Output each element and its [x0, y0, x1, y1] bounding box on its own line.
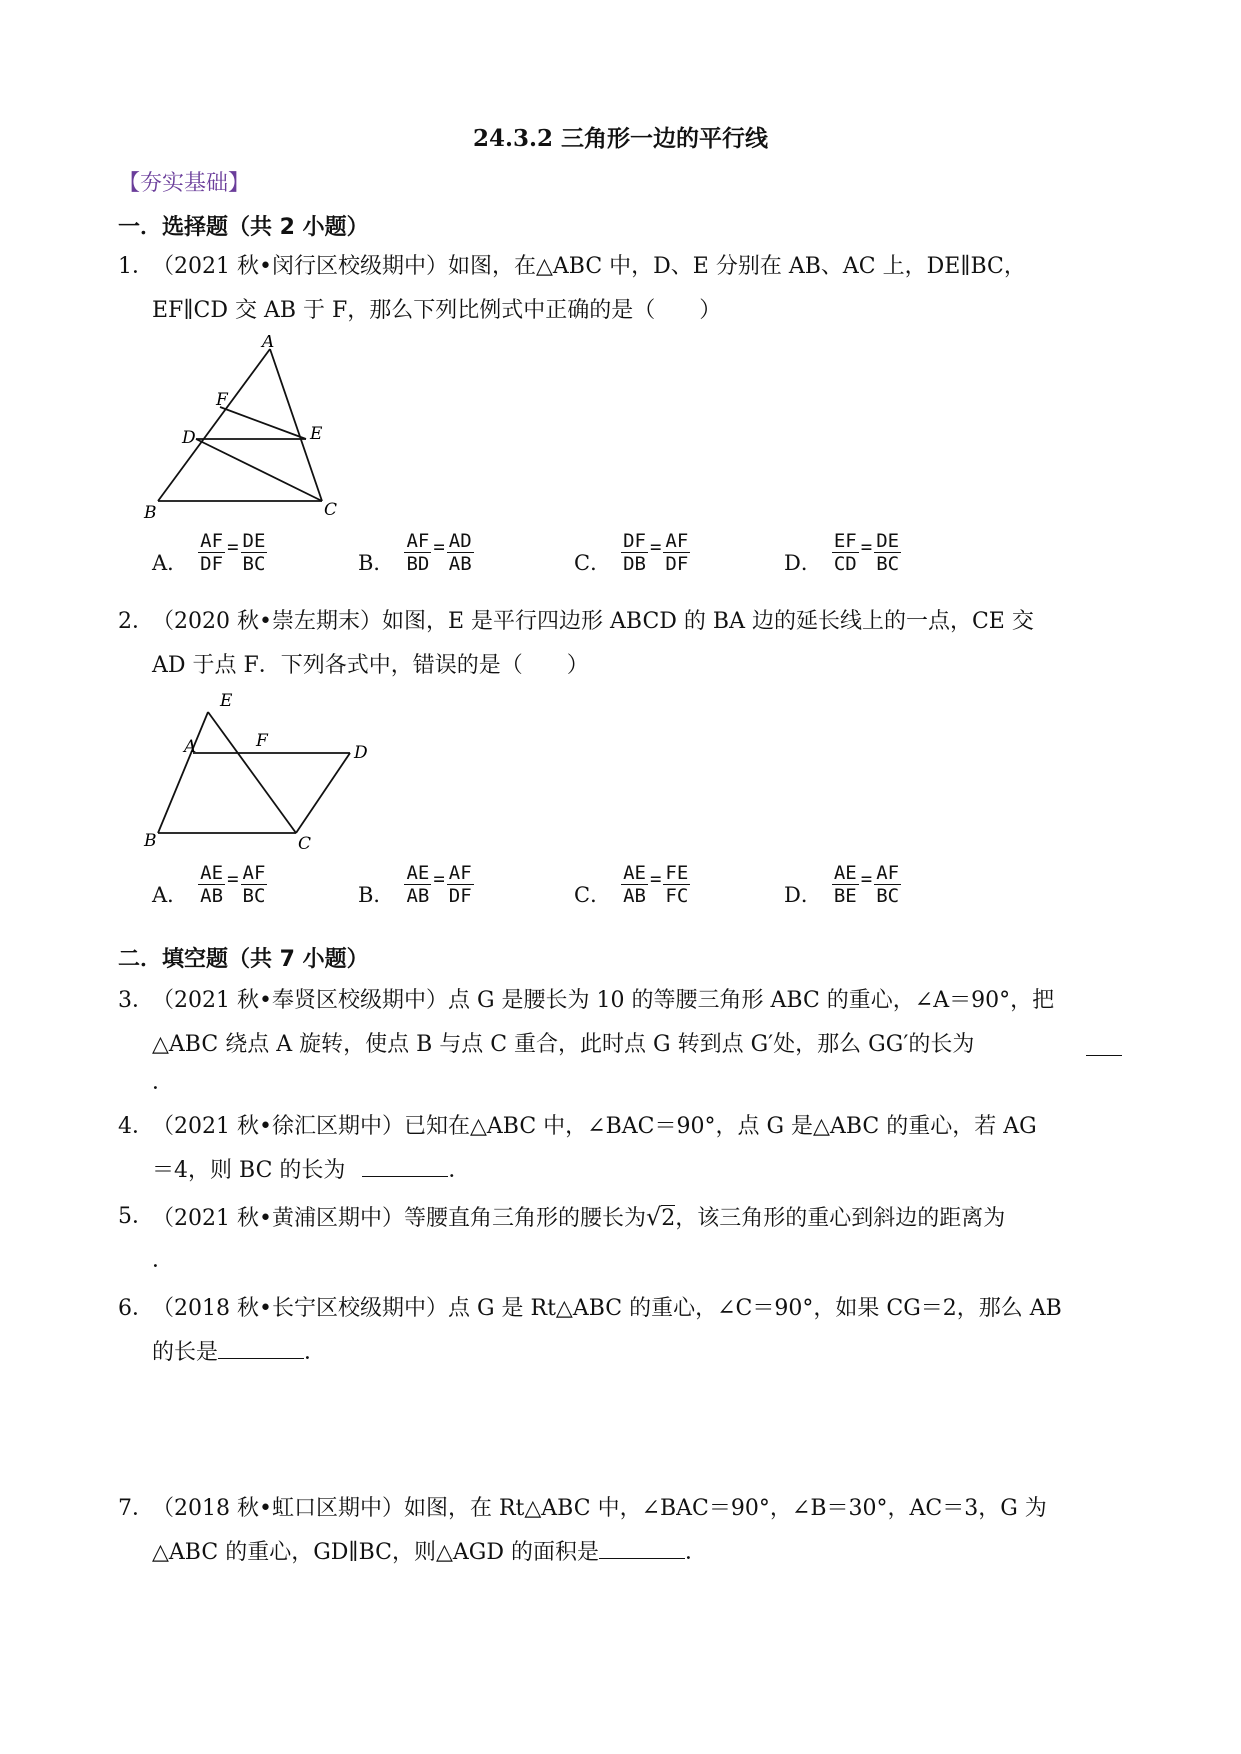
question-text: ．	[152, 1070, 175, 1095]
figure-triangle-abc	[140, 335, 360, 525]
question-text: （2018 秋•虹口区期中）如图，在 Rt△ABC 中，∠BAC＝90°，∠B＝30°，AC＝3，G 为	[152, 1496, 1047, 1521]
question-text-line	[152, 1538, 707, 1568]
choice-label: C．	[574, 551, 612, 575]
choice-c[interactable]: C． $\frac{AE}{AB}$ = $\frac{FE}{FC}$	[574, 862, 689, 907]
choice-d[interactable]: D． $\frac{EF}{CD}$ = $\frac{DE}{BC}$	[784, 530, 900, 575]
point-label-e: E	[310, 424, 323, 444]
question-text-line	[152, 1338, 326, 1368]
fraction: $\frac{AD}{AB}$	[448, 530, 472, 575]
fraction: $\frac{AF}{BC}$	[242, 862, 266, 907]
question-text: EF∥CD 交 AB 于 F，那么下列比例式中正确的是（ ）	[152, 298, 722, 323]
question-number: 2．	[118, 609, 154, 634]
choice-label: A．	[152, 883, 189, 907]
choice-label: C．	[574, 883, 612, 907]
question-text: △ABC 绕点 A 旋转，使点 B 与点 C 重合，此时点 G 转到点 G′处，那么 GG′的长为	[152, 1032, 975, 1057]
point-label-c: C	[298, 834, 312, 854]
question-text-end: ．	[685, 1540, 708, 1565]
question-text: 的长是	[152, 1340, 219, 1365]
sqrt-expression: √2	[645, 1203, 676, 1231]
answer-blank[interactable]	[362, 1176, 448, 1177]
question-number: 5．	[118, 1204, 154, 1229]
question-number: 3．	[118, 988, 154, 1013]
point-label-b: B	[144, 503, 157, 523]
choice-c[interactable]: C． $\frac{DF}{DB}$ = $\frac{AF}{DF}$	[574, 530, 689, 575]
question-text: （2020 秋•崇左期末）如图，E 是平行四边形 ABCD 的 BA 边的延长线上的一点，CE 交	[152, 609, 1034, 634]
question-text: △ABC 的重心，GD∥BC，则△AGD 的面积是	[152, 1540, 600, 1565]
fraction: $\frac{AF}{DF}$	[448, 862, 472, 907]
question-number: 4．	[118, 1114, 154, 1139]
section-heading-choice: 一．选择题（共 2 小题）	[118, 215, 369, 240]
choice-a[interactable]: A． $\frac{AE}{AB}$ = $\frac{AF}{BC}$	[152, 862, 266, 907]
question-text: ．	[152, 1248, 175, 1273]
fraction: $\frac{AF}{BD}$	[406, 530, 430, 575]
point-label-c: C	[324, 500, 338, 520]
point-label-d: D	[354, 743, 368, 763]
section-tag: 【夯实基础】	[118, 171, 251, 196]
point-label-e: E	[220, 691, 233, 711]
question-text: ，该三角形的重心到斜边的距离为	[675, 1206, 1006, 1231]
fraction: $\frac{AF}{BC}$	[876, 862, 900, 907]
choice-a[interactable]: A． $\frac{AF}{DF}$ = $\frac{DE}{BC}$	[152, 530, 266, 575]
fraction: $\frac{AE}{AB}$	[200, 862, 224, 907]
question-text-line	[152, 1202, 1005, 1234]
point-label-d: D	[182, 428, 196, 448]
choice-label: B．	[358, 883, 395, 907]
figure-parallelogram-abcd	[140, 690, 380, 860]
fraction: $\frac{AF}{DF}$	[665, 530, 689, 575]
question-number: 1．	[118, 254, 154, 279]
point-label-a: A	[262, 335, 275, 352]
point-label-b: B	[144, 831, 157, 851]
question-text: AD 于点 F．下列各式中，错误的是（ ）	[152, 653, 589, 678]
choice-label: A．	[152, 551, 189, 575]
question-text-line	[152, 1156, 470, 1186]
answer-blank[interactable]	[1086, 1055, 1122, 1056]
question-text: （2021 秋•徐汇区期中）已知在△ABC 中，∠BAC＝90°，点 G 是△ABC 的重心，若 AG	[152, 1114, 1037, 1139]
choice-label: B．	[358, 551, 395, 575]
point-label-a: A	[184, 737, 197, 757]
question-number: 7．	[118, 1496, 154, 1521]
choice-b[interactable]: B． $\frac{AF}{BD}$ = $\frac{AD}{AB}$	[358, 530, 472, 575]
choice-b[interactable]: B． $\frac{AE}{AB}$ = $\frac{AF}{DF}$	[358, 862, 472, 907]
answer-blank[interactable]	[599, 1558, 685, 1559]
question-text: ＝4，则 BC 的长为	[152, 1158, 346, 1183]
question-text: （2018 秋•长宁区校级期中）点 G 是 Rt△ABC 的重心，∠C＝90°，如果 CG＝2，那么 AB	[152, 1296, 1062, 1321]
question-text: （2021 秋•奉贤区校级期中）点 G 是腰长为 10 的等腰三角形 ABC 的重心，∠A＝90°，把	[152, 988, 1055, 1013]
fraction: $\frac{AF}{DF}$	[200, 530, 224, 575]
fraction: $\frac{AE}{AB}$	[623, 862, 646, 907]
point-label-f: F	[216, 390, 228, 410]
fraction: $\frac{AE}{AB}$	[406, 862, 430, 907]
choice-label: D．	[784, 551, 822, 575]
fraction: $\frac{DE}{BC}$	[876, 530, 900, 575]
fraction: $\frac{FE}{FC}$	[665, 862, 689, 907]
question-text: （2021 秋•闵行区校级期中）如图，在△ABC 中，D、E 分别在 AB、AC 上，DE∥BC，	[152, 254, 1026, 279]
choice-d[interactable]: D． $\frac{AE}{BE}$ = $\frac{AF}{BC}$	[784, 862, 900, 907]
point-label-f: F	[256, 731, 268, 751]
question-text-end: ．	[448, 1158, 471, 1183]
question-number: 6．	[118, 1296, 154, 1321]
page-title: 24.3.2 三角形一边的平行线	[472, 125, 769, 152]
fraction: $\frac{DE}{BC}$	[242, 530, 266, 575]
fraction: $\frac{AE}{BE}$	[833, 862, 857, 907]
question-text-end: ．	[304, 1340, 327, 1365]
fraction: $\frac{DF}{DB}$	[623, 530, 646, 575]
answer-blank[interactable]	[218, 1358, 304, 1359]
fraction: $\frac{EF}{CD}$	[833, 530, 857, 575]
sqrt-radicand: 2	[661, 1206, 676, 1231]
question-text: （2021 秋•黄浦区期中）等腰直角三角形的腰长为	[152, 1206, 646, 1231]
section-heading-fill: 二．填空题（共 7 小题）	[118, 947, 369, 972]
choice-label: D．	[784, 883, 822, 907]
